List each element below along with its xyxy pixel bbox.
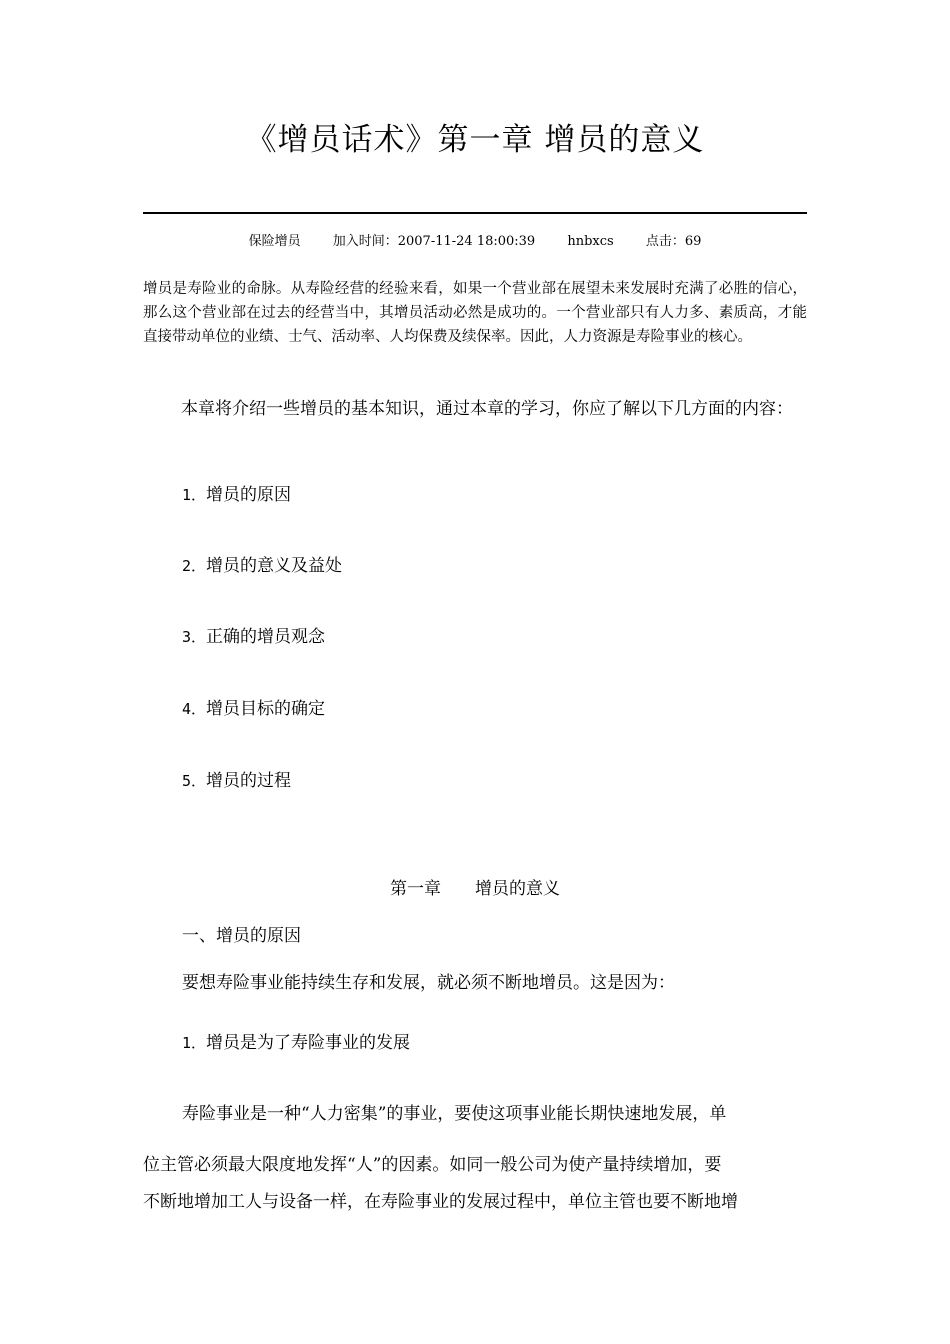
list-number: 4．: [182, 700, 207, 718]
article-meta: [143, 232, 807, 252]
list-text: 正确的增员观念: [206, 627, 326, 647]
overview-paragraph: 本章将介绍一些增员的基本知识，通过本章的学习，你应了解以下几方面的内容：: [181, 399, 793, 419]
document-title: 《增员话术》第一章 增员的意义: [245, 122, 705, 158]
list-item: [182, 553, 342, 579]
list-item: [182, 482, 291, 508]
list-text: 增员的过程: [206, 771, 292, 791]
meta-author: hnbxcs: [567, 234, 614, 249]
body-line: 寿险事业是一种“人力密集”的事业，要使这项事业能长期快速地发展，单: [182, 1104, 727, 1124]
subsection-heading: [182, 1030, 410, 1056]
list-number: 1．: [182, 486, 207, 504]
title-divider: [143, 212, 807, 214]
list-text: 增员的意义及益处: [206, 556, 343, 576]
list-number: 5．: [182, 772, 207, 790]
subsection-number: 1．: [182, 1034, 207, 1052]
chapter-heading: 第一章 增员的意义: [390, 879, 560, 899]
list-text: 增员目标的确定: [206, 699, 326, 719]
list-item: [182, 768, 291, 794]
body-line: 不断地增加工人与设备一样，在寿险事业的发展过程中，单位主管也要不断地增: [143, 1192, 738, 1212]
list-item: [182, 624, 325, 650]
list-item: [182, 696, 325, 722]
list-number: 3．: [182, 628, 207, 646]
list-text: 增员的原因: [206, 485, 292, 505]
list-number: 2．: [182, 557, 207, 575]
subsection-text: 增员是为了寿险事业的发展: [206, 1033, 411, 1053]
section-paragraph: 要想寿险事业能持续生存和发展，就必须不断地增员。这是因为：: [182, 973, 675, 993]
meta-category: 保险增员: [248, 234, 301, 249]
meta-hits: 点击：69: [645, 234, 702, 249]
section-heading: 一、增员的原因: [182, 926, 301, 946]
body-line: 位主管必须最大限度地发挥“人”的因素。如同一般公司为使产量持续增加，要: [143, 1155, 722, 1175]
meta-time: 加入时间：2007-11-24 18:00:39: [332, 234, 536, 249]
intro-paragraph: 增员是寿险业的命脉。从寿险经营的经验来看，如果一个营业部在展望未来发展时充满了必胜的信心，那么这个营业部在过去的经营当中，其增员活动必然是成功的。一个营业部只有人力多、素质高，才能直接带动单位的业绩、士气、活动率、人均保费及续保率。因此，人力资源是寿险事业的核心。: [143, 281, 807, 345]
